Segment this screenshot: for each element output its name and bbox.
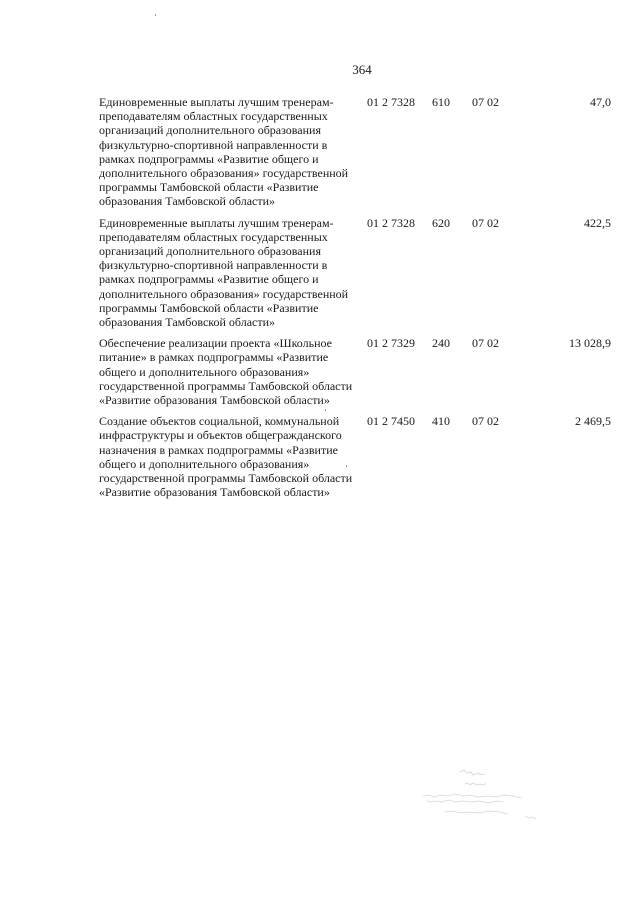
row-expense-kind: 240 xyxy=(432,336,450,351)
table-row xyxy=(99,95,611,209)
row-amount: 422,5 xyxy=(584,215,611,230)
row-amount: 2 469,5 xyxy=(575,414,611,429)
row-target-code: 01 2 7328 xyxy=(367,215,415,230)
row-description: Обеспечение реализации проекта «Школьное питание» в рамках подпрограммы «Развитие общего и дополнительного образования» государственной программы Тамбовской области «Развитие образования Тамбовской области» xyxy=(99,336,353,408)
row-amount: 13 028,9 xyxy=(569,336,611,351)
scan-speck xyxy=(346,465,347,467)
page-number: 364 xyxy=(352,62,372,77)
row-amount: 47,0 xyxy=(590,95,611,109)
row-target-code: 01 2 7329 xyxy=(367,336,415,351)
table-row xyxy=(99,336,611,407)
row-section: 07 02 xyxy=(472,336,499,351)
faint-stamp-mark xyxy=(405,768,565,828)
table-row xyxy=(99,216,611,330)
row-description: Создание объектов социальной, коммунальной инфраструктуры и объектов общегражданского назначения в рамках подпрограммы «Развитие общего и дополнительного образования» государственной программы Тамбовской области «Развитие образования Тамбовской области» xyxy=(99,414,353,500)
row-description: Единовременные выплаты лучшим тренерам-преподавателям областных государственных организаций дополнительного образования физкультурно-спортивной направленности в рамках подпрограммы «Развитие общего и дополнительного образования» государственной программы Тамбовской области «Развитие образования Тамбовской области» xyxy=(99,215,349,330)
row-description: Единовременные выплаты лучшим тренерам-преподавателям областных государственных организаций дополнительного образования физкультурно-спортивной направленности в рамках подпрограммы «Развитие общего и дополнительного образования» государственной программы Тамбовской области «Развитие образования Тамбовской области» xyxy=(99,95,349,209)
row-section: 07 02 xyxy=(472,414,499,429)
table-row xyxy=(99,414,611,499)
row-section: 07 02 xyxy=(472,95,499,109)
budget-table xyxy=(99,95,611,506)
row-section: 07 02 xyxy=(472,215,499,230)
row-expense-kind: 410 xyxy=(432,414,450,429)
scan-speck xyxy=(155,14,156,16)
row-target-code: 01 2 7450 xyxy=(367,414,415,429)
row-target-code: 01 2 7328 xyxy=(367,95,415,109)
row-expense-kind: 610 xyxy=(432,95,450,109)
row-expense-kind: 620 xyxy=(432,215,450,230)
scan-speck xyxy=(325,409,326,411)
